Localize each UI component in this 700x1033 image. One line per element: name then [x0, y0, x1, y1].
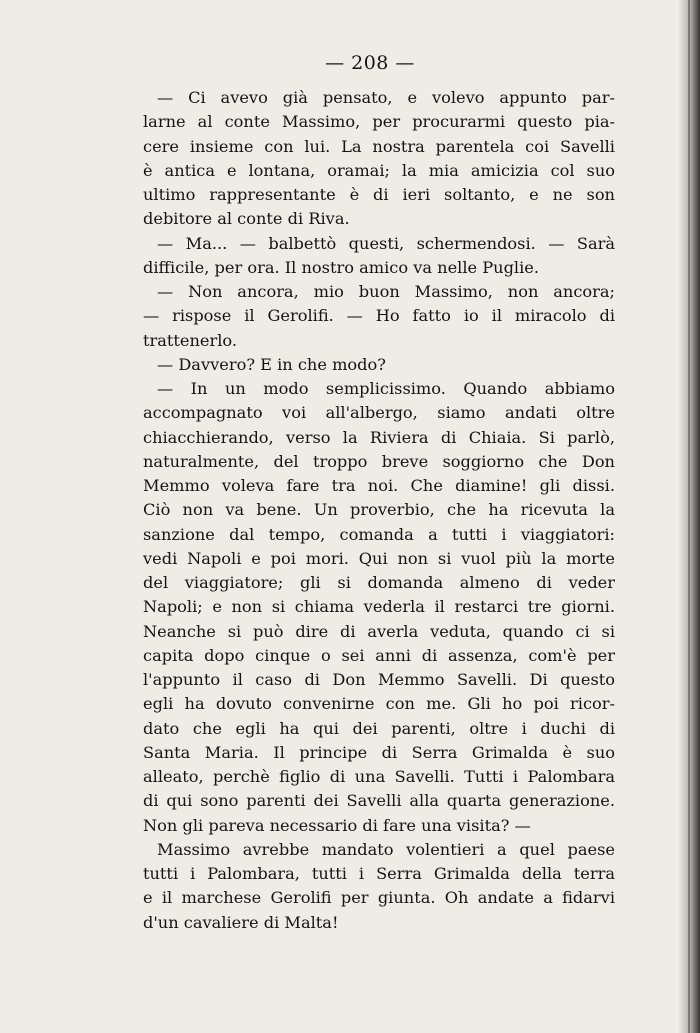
text-line: trattenerlo. [143, 330, 238, 350]
text-line: egli ha dovuto convenirne con me. Gli ho poi ricor- [143, 694, 615, 714]
text-line: alleato, perchè figlio di una Savelli. Tutti i Palombara [143, 767, 615, 786]
text-line: Memmo voleva fare tra noi. Che diamine! gli dissi. [143, 476, 615, 495]
text-line: sanzione dal tempo, comanda a tutti i viaggiatori: [143, 524, 615, 544]
text-line: — Ma... — balbettò questi, schermendosi. — Sarà [157, 233, 615, 253]
text-line: accompagnato voi all'albergo, siamo andati oltre [143, 403, 615, 423]
text-line: dato che egli ha qui dei parenti, oltre i duchi di [143, 718, 615, 738]
text-line: cere insieme con lui. La nostra parentela coi Savelli [143, 136, 615, 156]
text-line: — rispose il Gerolifi. — Ho fatto io il miracolo di [143, 306, 615, 326]
text-line: e il marchese Gerolifi per giunta. Oh andate a fidarvi [143, 888, 615, 908]
text-line: è antica e lontana, oramai; la mia amicizia col suo [143, 160, 615, 180]
text-line: d'un cavaliere di Malta! [143, 912, 339, 932]
text-line: di qui sono parenti dei Savelli alla quarta generazione. [143, 791, 615, 811]
text-line: — Non ancora, mio buon Massimo, non ancora; [157, 282, 615, 301]
text-line: Santa Maria. Il principe di Serra Grimalda è suo [143, 742, 615, 762]
text-line: capita dopo cinque o sei anni di assenza, com'è per [143, 645, 615, 665]
text-line: naturalmente, del troppo breve soggiorno che Don [143, 451, 615, 471]
text-line: tutti i Palombara, tutti i Serra Grimalda della terra [143, 864, 615, 883]
text-line: larne al conte Massimo, per procurarmi questo pia- [143, 112, 615, 132]
text-line: Neanche si può dire di averla veduta, quando ci si [143, 621, 615, 641]
page-edge-line [688, 0, 690, 1033]
body-text [143, 86, 615, 935]
text-line: debitore al conte di Riva. [143, 209, 350, 229]
text-line: — In un modo semplicissimo. Quando abbiamo [157, 379, 615, 398]
page-number: — 208 — [325, 52, 415, 74]
text-line: l'appunto il caso di Don Memmo Savelli. Di questo [143, 670, 615, 689]
text-line: — Davvero? E in che modo? [157, 354, 386, 374]
text-line: vedi Napoli e poi mori. Qui non si vuol più la morte [143, 548, 615, 568]
text-line: ultimo rappresentante è di ieri soltanto, e ne son [143, 185, 615, 204]
text-line: difficile, per ora. Il nostro amico va nelle Puglie. [143, 257, 540, 277]
text-line: chiacchierando, verso la Riviera di Chiaia. Si parlò, [143, 427, 615, 447]
text-line: Non gli pareva necessario di fare una visita? — [143, 815, 531, 835]
text-line: del viaggiatore; gli si domanda almeno di veder [143, 573, 615, 592]
text-line: Massimo avrebbe mandato volentieri a quel paese [157, 839, 615, 859]
text-line: Ciò non va bene. Un proverbio, che ha ricevuta la [143, 500, 615, 520]
text-line: — Ci avevo già pensato, e volevo appunto par- [157, 88, 615, 107]
text-line: Napoli; e non si chiama vederla il restarci tre giorni. [143, 597, 615, 617]
